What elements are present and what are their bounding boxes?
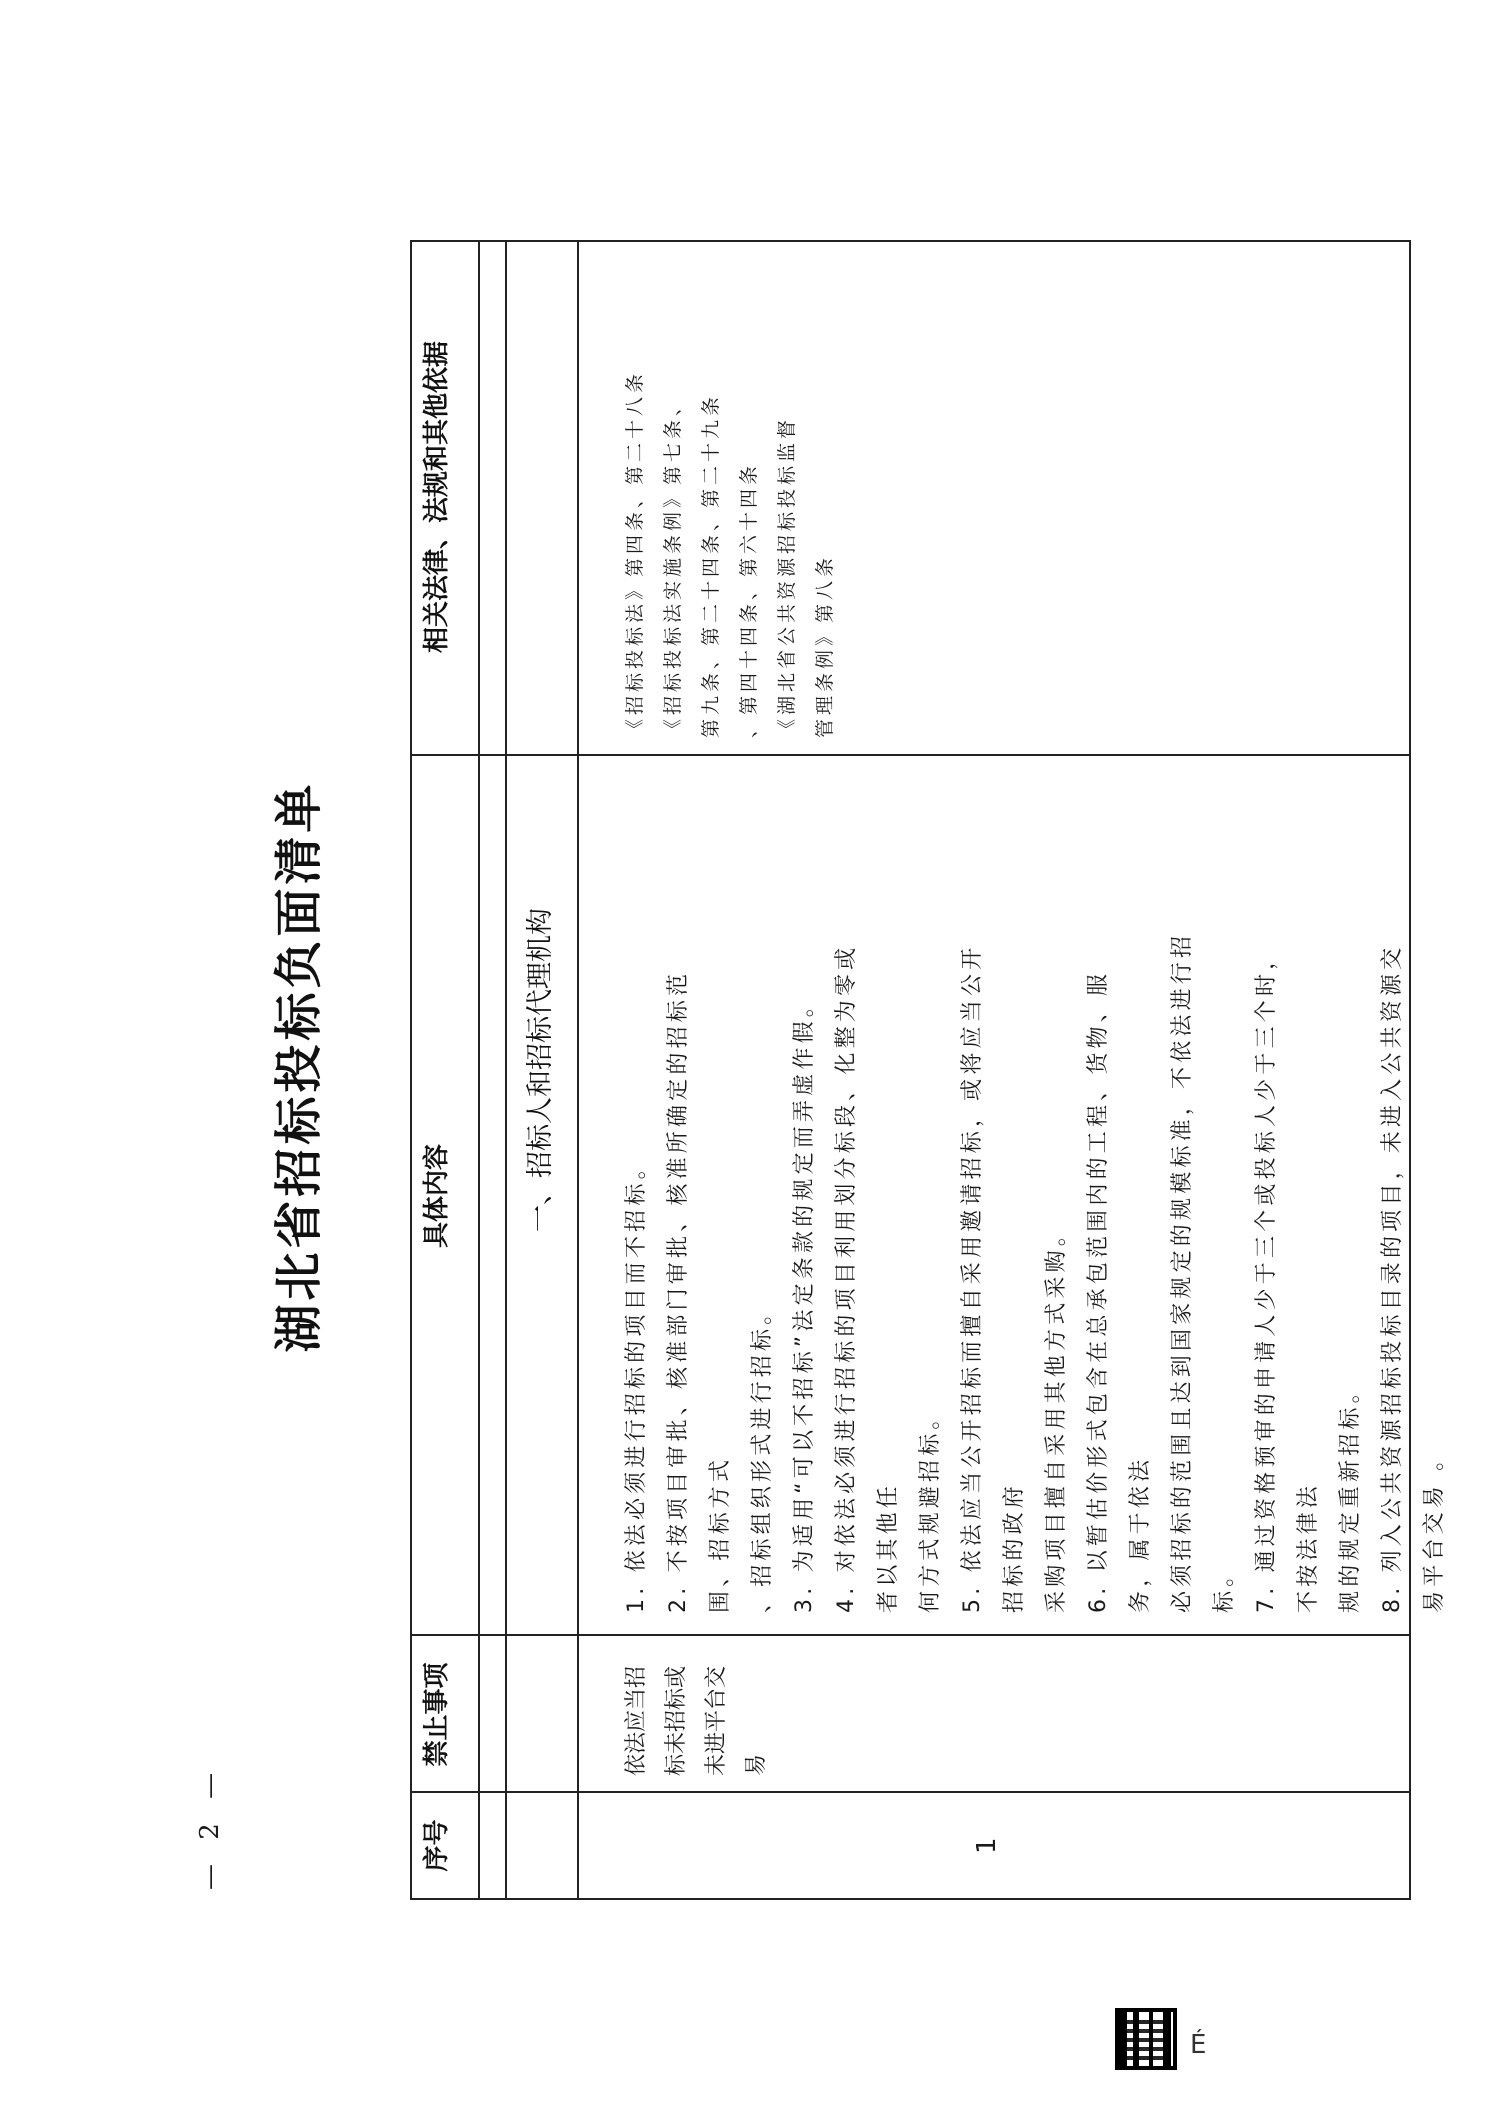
basis-line: 、第四十四条、第六十四条: [738, 461, 760, 738]
content-line: 2. 不按项目审批、核准部门审批、核准所确定的招标范围、招标方式: [666, 969, 733, 1613]
header-basis: 相关法律、法规和其他依据: [422, 341, 452, 654]
qr-code-icon: [1115, 2008, 1177, 2070]
header-item: 禁止事项: [422, 1662, 452, 1767]
document-title: 湖北省招标投标负面清单: [271, 780, 327, 1353]
basis-line: 第九条、第二十四条、第二十九条: [700, 392, 722, 738]
header-divider: [478, 242, 480, 1898]
content-line: 、招标组织形式进行招标。: [750, 1298, 775, 1613]
section-heading: 一、招标人和招标代理机构: [525, 908, 556, 1232]
row-content-list: [616, 923, 1456, 1613]
row-seq: 1: [972, 1837, 1002, 1854]
basis-line: 《招标投标法》第四条、第二十八条: [624, 369, 646, 738]
content-line: 规的规定重新招标。: [1338, 1377, 1363, 1613]
rotated-page: [140, 153, 1487, 1980]
content-line: 8. 列入公共资源招标投标目录的项目，未进入公共资源交易平台交易 。: [1380, 943, 1447, 1613]
content-line: 何方式规避招标。: [918, 1403, 943, 1613]
row-prohibited-item: 依法应当招标未招标或未进平台交易: [624, 1665, 769, 1776]
content-line: 5. 依法应当公开招标而擅自采用邀请招标，或将应当公开招标的政府: [960, 943, 1027, 1613]
basis-line: 《招标投标法实施条例》第七条、: [662, 392, 684, 738]
header-content: 具体内容: [422, 1144, 452, 1249]
negative-list-table: [410, 240, 1447, 1900]
content-line: 1. 依法必须进行招标的项目而不招标。: [624, 1153, 649, 1613]
row-legal-basis: [616, 358, 844, 738]
qr-mark: É: [1190, 2030, 1207, 2060]
page-number: — 2 —: [195, 1764, 225, 1890]
header-seq: 序号: [422, 1819, 452, 1872]
content-line: 6. 以暂估价形式包含在总承包范围内的工程、货物、服务，属于依法: [1086, 969, 1153, 1613]
content-line: 采购项目擅自采用其他方式采购。: [1044, 1219, 1069, 1613]
basis-line: 管理条例》第八条: [814, 553, 836, 738]
content-line: 3. 为适用“可以不招标”法定条款的规定而弄虚作假。: [792, 991, 817, 1613]
content-line: 必须招标的范围且达到国家规定的规模标准，不依法进行招标。: [1170, 931, 1237, 1613]
basis-line: 《湖北省公共资源招标投标监督: [776, 415, 798, 738]
content-line: 7. 通过资格预审的申请人少于三个或投标人少于三个时，不按法律法: [1254, 943, 1321, 1613]
content-line: 4. 对依法必须进行招标的项目利用划分标段、化整为零或者以其他任: [834, 943, 901, 1613]
